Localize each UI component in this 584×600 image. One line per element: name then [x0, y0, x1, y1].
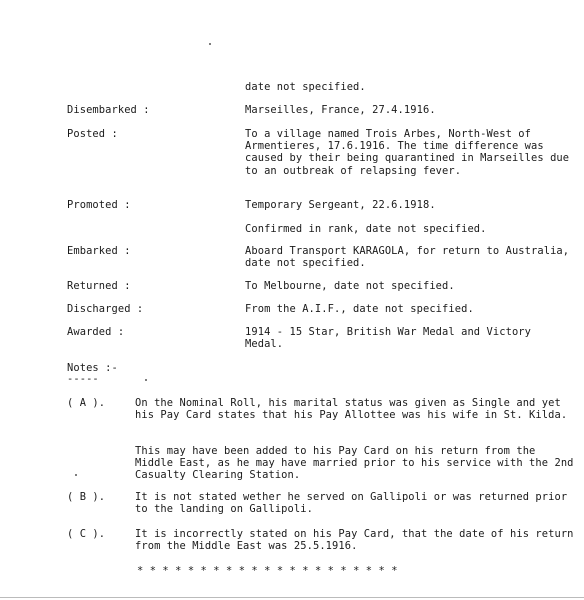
- note-a-text: On the Nominal Roll, his marital status was given as Single and yet his Pay Card states that his Pay Allottee was his wife in St. Kilda.: [135, 397, 568, 422]
- continuation-text: date not specified.: [245, 81, 366, 93]
- note-b-key: ( B ).: [67, 491, 106, 503]
- embarked-label: Embarked :: [67, 245, 131, 257]
- end-of-section-marks: * * * * * * * * * * * * * * * * * * * * *: [137, 565, 398, 577]
- awarded-label: Awarded :: [67, 326, 125, 338]
- returned-label: Returned :: [67, 280, 131, 292]
- awarded-value: 1914 - 15 Star, British War Medal and Victory Medal.: [245, 326, 532, 351]
- note-c-key: ( C ).: [67, 528, 106, 540]
- scan-speck: [75, 474, 77, 476]
- discharged-value: From the A.I.F., date not specified.: [245, 303, 474, 315]
- note-a-continuation: This may have been added to his Pay Card on his return from the Middle East, as he may have married prior to his service with the 2nd Casualty Clearing Station.: [135, 445, 574, 482]
- posted-label: Posted :: [67, 128, 118, 140]
- disembarked-label: Disembarked :: [67, 104, 150, 116]
- disembarked-value: Marseilles, France, 27.4.1916.: [245, 104, 436, 116]
- scan-speck: [209, 43, 211, 45]
- notes-heading: Notes :-: [67, 362, 118, 374]
- discharged-label: Discharged :: [67, 303, 144, 315]
- notes-underline: -----: [67, 373, 99, 385]
- confirmed-value: Confirmed in rank, date not specified.: [245, 223, 487, 235]
- page-edge-line: [0, 597, 584, 598]
- note-b-text: It is not stated wether he served on Gallipoli or was returned prior to the landing on Gallipoli.: [135, 491, 568, 516]
- note-c-text: It is incorrectly stated on his Pay Card, that the date of his return from the Middle East was 25.5.1916.: [135, 528, 574, 553]
- scan-speck: [145, 379, 147, 381]
- returned-value: To Melbourne, date not specified.: [245, 280, 455, 292]
- note-a-key: ( A ).: [67, 397, 106, 409]
- embarked-value: Aboard Transport KARAGOLA, for return to Australia, date not specified.: [245, 245, 570, 270]
- promoted-value: Temporary Sergeant, 22.6.1918.: [245, 199, 436, 211]
- posted-value: To a village named Trois Arbes, North-West of Armentieres, 17.6.1916. The time difference was caused by their being quarantined in Marseilles due to an outbreak of relapsing fever.: [245, 128, 570, 177]
- promoted-label: Promoted :: [67, 199, 131, 211]
